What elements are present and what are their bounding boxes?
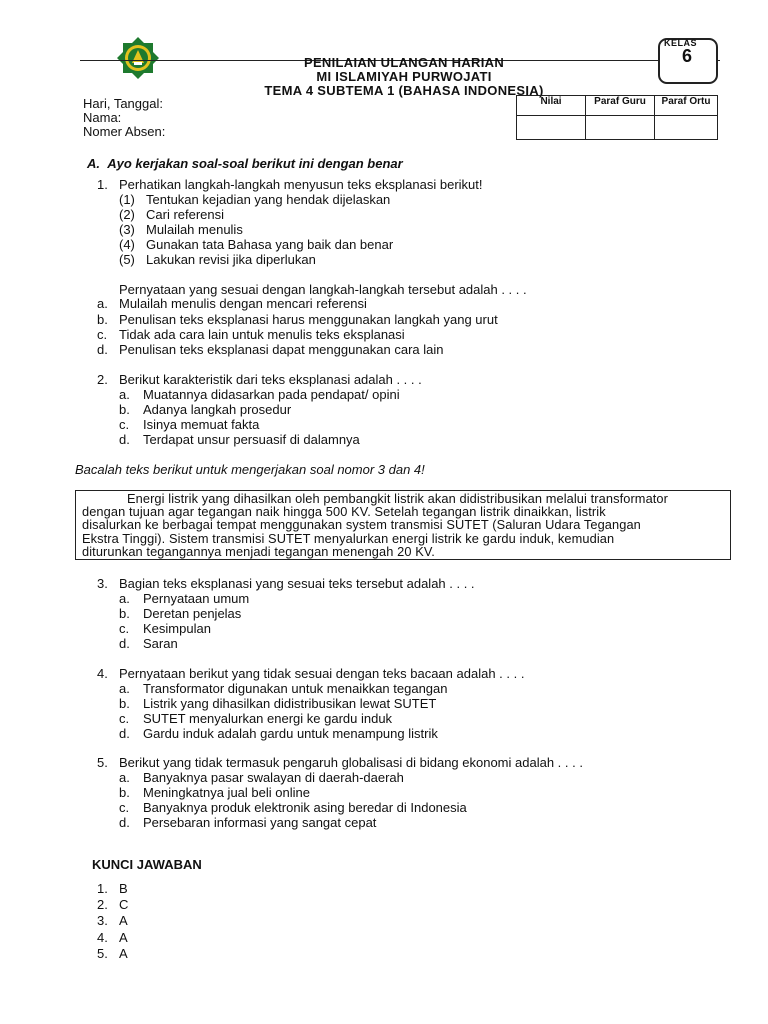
q1-option-letter: a. (97, 296, 108, 311)
paraf-guru-cell (586, 116, 655, 140)
answer-key-value: B (119, 881, 128, 896)
q5-option-text: Banyaknya pasar swalayan di daerah-daerah (143, 770, 404, 785)
q5-option-letter: c. (119, 800, 130, 815)
q1-step-num: (3) (119, 222, 135, 237)
paraf-ortu-header: Paraf Ortu (655, 96, 718, 116)
q3-option-text: Deretan penjelas (143, 606, 242, 621)
q1-option-text: Penulisan teks eksplanasi dapat menggunakan cara lain (119, 342, 444, 357)
q1-step-text: Cari referensi (146, 207, 225, 222)
q1-step-text: Mulailah menulis (146, 222, 243, 237)
q3-option-letter: c. (119, 621, 130, 636)
q5-option-letter: d. (119, 815, 130, 830)
passage-line: Ekstra Tinggi). Sistem transmisi SUTET menyalurkan energi listrik ke gardu induk, kemudian (82, 530, 615, 546)
score-table (516, 95, 718, 140)
title-line-3: TEMA 4 SUBTEMA 1 (BAHASA INDONESIA) (264, 83, 544, 98)
q5-option-text: Meningkatnya jual beli online (143, 785, 310, 800)
q5-number: 5. (97, 755, 108, 770)
kelas-label: KELAS (664, 38, 698, 48)
q1-step-text: Lakukan revisi jika diperlukan (146, 252, 316, 267)
q3-option-text: Kesimpulan (143, 621, 211, 636)
paraf-guru-header: Paraf Guru (586, 96, 655, 116)
q4-option-letter: c. (119, 711, 130, 726)
kelas-number: 6 (681, 46, 692, 66)
nama-label: Nama: (83, 110, 122, 125)
q3-option-letter: d. (119, 636, 130, 651)
q1-option-letter: d. (97, 342, 108, 357)
passage-line: Energi listrik yang dihasilkan oleh pembangkit listrik akan didistribusikan melalui transformator (127, 491, 669, 506)
q4-option-text: SUTET menyalurkan energi ke gardu induk (143, 711, 393, 726)
answer-key-title: KUNCI JAWABAN (92, 857, 202, 872)
section-a-heading (87, 156, 403, 171)
q4-option-text: Transformator digunakan untuk menaikkan tegangan (143, 681, 448, 696)
answer-key-num: 2. (97, 897, 108, 912)
title-line-2: MI ISLAMIYAH PURWOJATI (316, 69, 492, 84)
nilai-cell (517, 116, 586, 140)
q2-option-text: Muatannya didasarkan pada pendapat/ opini (143, 387, 400, 402)
paraf-ortu-cell (655, 116, 718, 140)
q4-option-letter: b. (119, 696, 130, 711)
passage-box (75, 490, 731, 560)
q1-step-text: Tentukan kejadian yang hendak dijelaskan (146, 192, 391, 207)
q3-text: Bagian teks eksplanasi yang sesuai teks tersebut adalah . . . . (119, 576, 475, 591)
hari-tanggal-label: Hari, Tanggal: (83, 96, 163, 111)
q1-step-num: (5) (119, 252, 135, 267)
answer-key-value: A (119, 913, 128, 928)
q4-option-letter: a. (119, 681, 130, 696)
q2-option-letter: d. (119, 432, 130, 447)
answer-key-value: A (119, 946, 128, 961)
answer-key-num: 4. (97, 930, 108, 945)
q3-option-text: Pernyataan umum (143, 591, 250, 606)
q4-number: 4. (97, 666, 108, 681)
q2-number: 2. (97, 372, 108, 387)
q1-option-letter: b. (97, 312, 108, 327)
answer-key-num: 1. (97, 881, 108, 896)
q1-step-num: (4) (119, 237, 135, 252)
q1-prompt: Pernyataan yang sesuai dengan langkah-langkah tersebut adalah . . . . (119, 282, 527, 297)
q5-option-text: Persebaran informasi yang sangat cepat (143, 815, 377, 830)
passage-line: disalurkan ke berbagai tempat menggunakan system transmisi SUTET (Saluran Udara Tegangan (82, 517, 641, 533)
q5-text: Berikut yang tidak termasuk pengaruh globalisasi di bidang ekonomi adalah . . . . (119, 755, 583, 770)
school-logo-icon (116, 36, 160, 80)
q4-option-text: Listrik yang dihasilkan didistribusikan lewat SUTET (143, 696, 437, 711)
q4-option-letter: d. (119, 726, 130, 741)
q5-option-letter: a. (119, 770, 130, 785)
q3-option-letter: b. (119, 606, 130, 621)
answer-key-value: C (119, 897, 129, 912)
q2-option-letter: c. (119, 417, 130, 432)
title-line-1: PENILAIAN ULANGAN HARIAN (303, 55, 505, 70)
reading-instruction: Bacalah teks berikut untuk mengerjakan soal nomor 3 dan 4! (75, 462, 425, 477)
answer-key-num: 3. (97, 913, 108, 928)
q4-option-text: Gardu induk adalah gardu untuk menampung listrik (143, 726, 438, 741)
q2-text: Berikut karakteristik dari teks eksplanasi adalah . . . . (119, 372, 422, 387)
answer-key-value: A (119, 930, 128, 945)
nomer-absen-label: Nomer Absen: (83, 124, 166, 139)
q3-option-text: Saran (143, 636, 178, 651)
passage-line: diturunkan tegangannya menjadi tegangan menengah 20 KV. (82, 543, 435, 559)
q3-option-letter: a. (119, 591, 130, 606)
q5-option-letter: b. (119, 785, 130, 800)
q2-option-letter: b. (119, 402, 130, 417)
q4-text: Pernyataan berikut yang tidak sesuai dengan teks bacaan adalah . . . . (119, 666, 525, 681)
section-a-marker: A. (87, 156, 100, 171)
q2-option-text: Isinya memuat fakta (143, 417, 260, 432)
q1-number: 1. (97, 177, 108, 192)
q2-option-text: Adanya langkah prosedur (143, 402, 292, 417)
q2-option-letter: a. (119, 387, 130, 402)
q1-option-text: Mulailah menulis dengan mencari referensi (119, 296, 367, 311)
passage-line: dengan tujuan agar tegangan naik hingga 500 KV. Setelah tegangan listrik dinaikkan, listrik (82, 504, 606, 520)
q5-option-text: Banyaknya produk elektronik asing beredar di Indonesia (143, 800, 467, 815)
q1-text: Perhatikan langkah-langkah menyusun teks eksplanasi berikut! (119, 177, 483, 192)
q1-step-text: Gunakan tata Bahasa yang baik dan benar (146, 237, 394, 252)
answer-key-num: 5. (97, 946, 108, 961)
q1-option-text: Penulisan teks eksplanasi harus menggunakan langkah yang urut (119, 312, 498, 327)
section-a-title: Ayo kerjakan soal-soal berikut ini dengan benar (107, 156, 403, 171)
q1-step-num: (1) (119, 192, 135, 207)
nilai-header: Nilai (517, 96, 586, 116)
q1-step-num: (2) (119, 207, 135, 222)
q1-option-letter: c. (97, 327, 108, 342)
q2-option-text: Terdapat unsur persuasif di dalamnya (143, 432, 360, 447)
q3-number: 3. (97, 576, 108, 591)
q1-option-text: Tidak ada cara lain untuk menulis teks eksplanasi (119, 327, 405, 342)
